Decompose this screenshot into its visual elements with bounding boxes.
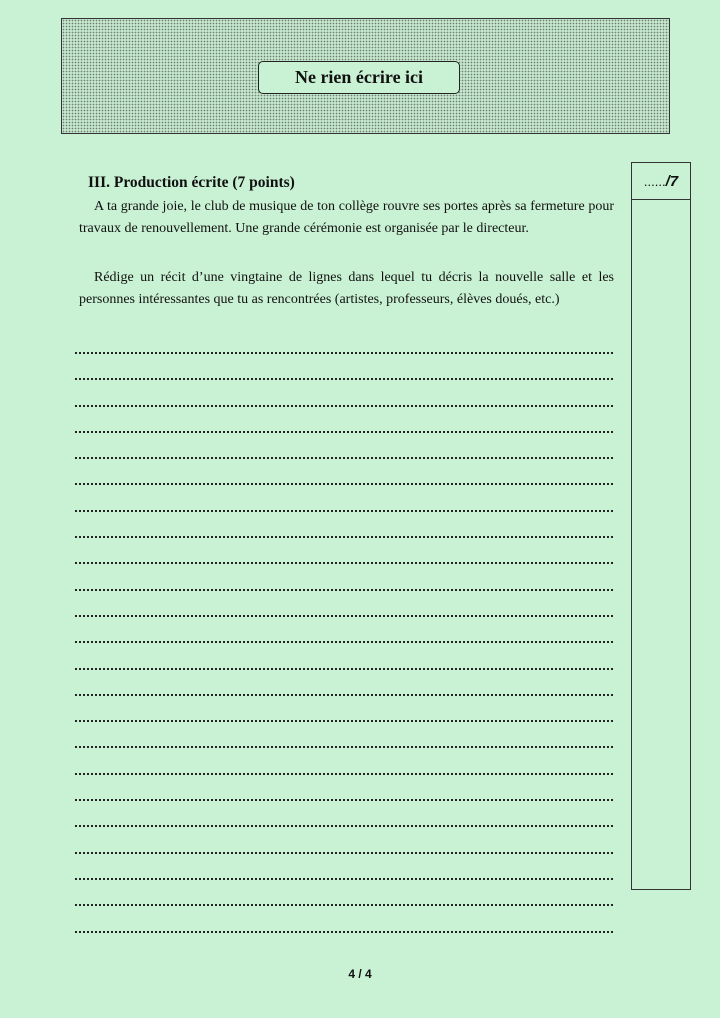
answer-line[interactable] — [75, 482, 613, 485]
answer-line[interactable] — [75, 877, 613, 880]
page-number: 4 / 4 — [348, 967, 372, 981]
answer-line[interactable] — [75, 404, 613, 407]
answer-line[interactable] — [75, 824, 613, 827]
answer-line[interactable] — [75, 535, 613, 538]
answer-line[interactable] — [75, 667, 613, 670]
answer-line[interactable] — [75, 456, 613, 459]
answer-line[interactable] — [75, 588, 613, 591]
answer-line[interactable] — [75, 430, 613, 433]
answer-line[interactable] — [75, 351, 613, 354]
answer-lines[interactable] — [75, 351, 613, 956]
answer-line[interactable] — [75, 772, 613, 775]
instruction-paragraph-1: A ta grande joie, le club de musique de ton collège rouvre ses portes après sa fermeture pour travaux de renouvellement. Une grande cérémonie est organisée par le directeur. — [79, 199, 614, 236]
answer-line[interactable] — [75, 614, 613, 617]
score-header — [632, 163, 690, 200]
score-max: /7 — [665, 172, 679, 190]
no-write-label: Ne rien écrire ici — [258, 61, 460, 94]
section-title: III. Production écrite (7 points) — [88, 174, 295, 191]
answer-line[interactable] — [75, 640, 613, 643]
score-box — [631, 162, 691, 890]
answer-line[interactable] — [75, 745, 613, 748]
answer-line[interactable] — [75, 903, 613, 906]
answer-line[interactable] — [75, 509, 613, 512]
answer-line[interactable] — [75, 693, 613, 696]
answer-line[interactable] — [75, 930, 613, 933]
score-dots: ...... — [643, 173, 666, 189]
answer-line[interactable] — [75, 719, 613, 722]
no-write-zone — [61, 18, 670, 134]
answer-line[interactable] — [75, 798, 613, 801]
instruction-paragraph-2: Rédige un récit d’une vingtaine de lignes dans lequel tu décris la nouvelle salle et les personnes intéressantes que tu as rencontrées (artistes, professeurs, élèves doués, etc.) — [79, 270, 614, 307]
answer-line[interactable] — [75, 561, 613, 564]
answer-line[interactable] — [75, 851, 613, 854]
answer-line[interactable] — [75, 377, 613, 380]
